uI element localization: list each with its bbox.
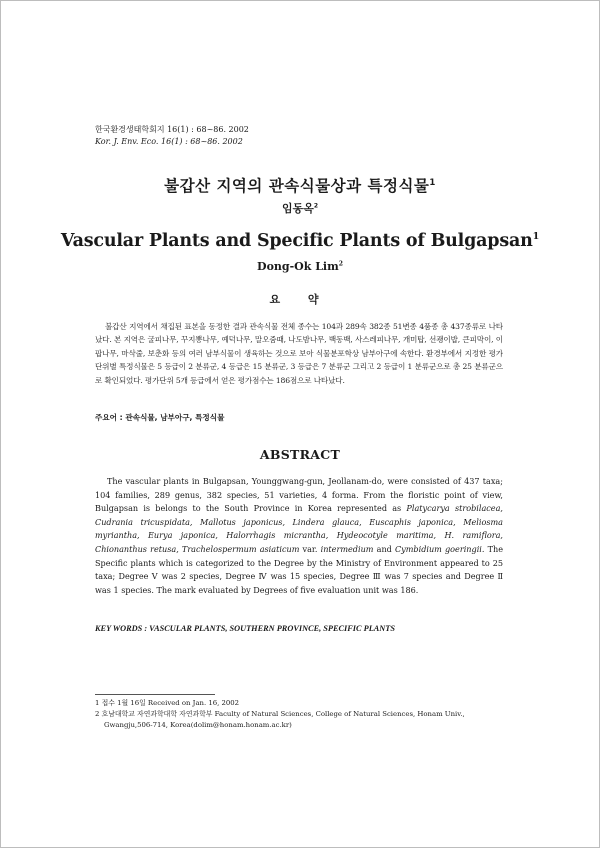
footnote-address: Gwangju,506-714, Korea(dolim@honam.honam.ac.kr) bbox=[104, 721, 292, 730]
korean-abstract-body: 불갑산 지역에서 채집된 표본을 동정한 결과 관속식물 전체 종수는 104과 289속 382종 51변종 4품종 총 437종류로 나타났다. 본 지역은 굴피나무, 꾸지뽕나무, 예덕나무, 말오줌때, 나도밤나무, 백동백, 사스레피나무, 개미탑, 선괭이밥, 큰피막이, 이팝나무, 마삭줄, 보춘화 등의 여러 남부식물이 생육하는 것으로 보아 식물분포학상 남부아구에 속한다. 환경부에서 지정한 평가단위별 특정식물은 5 등급이 2 분류군, 4 등급은 15 분류군, 3 등급은 7 분류군 그리고 2 등급이 1 분류군으로 총 25 분류군으로 확인되었다. 평가단위 5개 등급에서 얻은 평가점수는 186점으로 나타났다. bbox=[95, 322, 503, 385]
species-cymbidium: Cymbidium goeringii bbox=[394, 543, 482, 554]
korean-author-footnote-mark: 2 bbox=[313, 202, 319, 210]
footnotes bbox=[95, 698, 515, 732]
english-author bbox=[0, 260, 600, 273]
english-abstract-body bbox=[95, 475, 503, 597]
english-author-name: Dong-Ok Lim bbox=[257, 260, 339, 273]
abstract-text-2: var. bbox=[299, 543, 321, 554]
footnote-received: 1 접수 1월 16일 Received on Jan. 16, 2002 bbox=[95, 699, 240, 707]
journal-citation bbox=[95, 124, 249, 148]
footnote-affiliation: 2 호남대학교 자연과학대학 자연과학부 Faculty of Natural Sciences, College of Natural Sciences, Honam Univ., bbox=[95, 710, 465, 719]
english-author-footnote-mark: 2 bbox=[338, 260, 343, 268]
korean-author bbox=[0, 200, 600, 216]
korean-title-footnote-mark: 1 bbox=[429, 177, 436, 188]
species-variety: intermedium bbox=[320, 543, 374, 554]
abstract-text-4: . The Specific plants which is categorized to the Degree by the Ministry of Environment appeared to 25 taxa; Degree Ⅴ was 2 species, Degree Ⅳ was 15 species, Degree Ⅲ was 7 species and Degree Ⅱ was 1 species. The mark evaluated by Degrees of five evaluation unit was 186. bbox=[95, 543, 503, 595]
korean-title bbox=[0, 174, 600, 196]
english-keywords: KEY WORDS : VASCULAR PLANTS, SOUTHERN PROVINCE, SPECIFIC PLANTS bbox=[95, 624, 395, 633]
species-list: Platycarya strobilacea, Cudrania tricuspidata, Mallotus japonicus, Lindera glauca, Euscaphis japonica, Meliosma myriantha, Eurya japonica, Halorrhagis micrantha, Hydeocotyle maritima, H. ramiflora, Chionanthus retusa, Trachelospermum asiaticum bbox=[95, 503, 503, 554]
abstract-text-3: and bbox=[373, 543, 395, 554]
abstract-heading: ABSTRACT bbox=[259, 447, 341, 462]
english-title bbox=[0, 231, 600, 251]
journal-line-korean: 한국환경생태학회지 16(1) : 68~86. 2002 bbox=[95, 125, 249, 134]
english-title-footnote-mark: 1 bbox=[532, 231, 540, 243]
journal-line-english: Kor. J. Env. Eco. 16(1) : 68~86. 2002 bbox=[95, 137, 243, 146]
korean-keywords: 주요어 : 관속식물, 남부아구, 특정식물 bbox=[95, 413, 225, 422]
korean-author-name: 임동옥 bbox=[281, 202, 314, 215]
english-title-text: Vascular Plants and Specific Plants of Bulgapsan bbox=[60, 231, 533, 251]
korean-abstract-heading: 요 약 bbox=[269, 293, 331, 306]
korean-title-text: 불갑산 지역의 관속식물상과 특정식물 bbox=[164, 177, 430, 195]
footnote-rule bbox=[95, 694, 215, 695]
abstract-text-1: The vascular plants in Bulgapsan, Younggwang-gun, Jeollanam-do, were consisted of 437 taxa; 104 families, 289 genus, 382 species, 51 varieties, 4 forma. From the floristic point of view, Bulgapsan is belongs to the South Province in Korea represented as bbox=[95, 476, 503, 514]
